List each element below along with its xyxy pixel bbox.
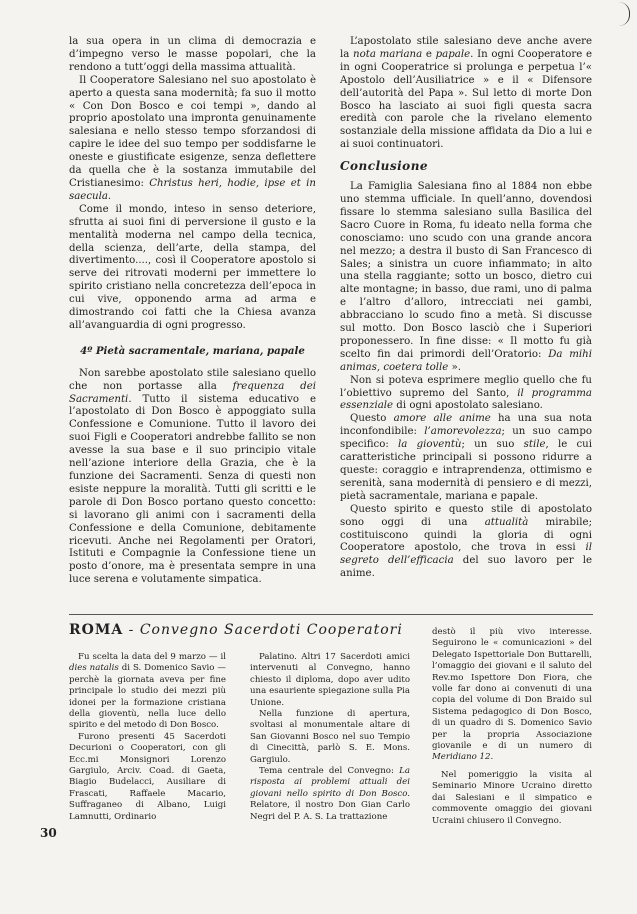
article-column-3 xyxy=(432,627,592,827)
corner-bracket-mark xyxy=(619,2,630,26)
paragraph: Tema centrale del Convegno: La risposta ai problemi attuali dei giovani nello spirito di Don Bosco. Relatore, il nostro Don Gian Carlo Negri del P. A. S. La trattazione xyxy=(250,766,410,822)
paragraph: destò il più vivo interesse. Seguirono le « comunicazioni » del Delegato Ispettoriale Don Buttarelli, l’omaggio dei giovani e il saluto del Rev.mo Ispettore Don Fiora, che volle far dono ai convenuti di una copia del volume di Don Braido sul Sistema pedagogico di Don Bosco, di un quadro di S. Domenico Savio per la propria Associazione giovanile e di un numero di Meridiano 12. xyxy=(432,627,592,763)
paragraph: Nella funzione di apertura, svoltasi al monumentale altare di San Giovanni Bosco nel suo Tempio di Cinecittà, parlò S. E. Mons. Gargiulo. xyxy=(250,709,410,765)
paragraph: Questo amore alle anime ha una sua nota inconfondibile: l’amorevolezza; un suo campo specifico: la gioventù; un suo stile, le cui caratteristiche principali si possono ridurre a queste: coraggio e intraprendenza, ottimismo e serenità, sana modernità di pensiero e di mezzi, pietà sacramentale, mariana e papale. xyxy=(340,413,593,502)
section-heading-pieta: 4º Pietà sacramentale, mariana, papale xyxy=(80,344,305,357)
paragraph: Furono presenti 45 Sacerdoti Decurioni o Cooperatori, con gli Ecc.mi Monsignori Lorenzo Gargiulo, Arciv. Coad. di Gaeta, Biagio Budelacci, Ausiliare di Frascati, Raffaele Macario, Suffraganeo di Albano, Luigi Lamnutti, Ordinario xyxy=(69,731,226,822)
paragraph: Nel pomeriggio la visita al Seminario Minore Ucraino diretto dai Salesiani e il simpatico e commovente omaggio dei giovani Ucraini chiusero il Convegno. xyxy=(432,769,592,826)
page-number: 30 xyxy=(40,826,57,840)
paragraph: Non sarebbe apostolato stile salesiano quello che non portasse alla frequenza dei Sacramenti. Tutto il sistema educativo e l’apostolato di Don Bosco è appoggiato sulla Confessione e Comunione. Tutto il lavoro dei suoi Figli e Cooperatori andrebbe fallito se non avesse la sua base e il suo principio vitale nell’azione interiore della Grazia, che è la funzione dei Sacramenti. Senza di questi non esiste neppure la moralità. Tutti gli scritti e le parole di Don Bosco portano questo concetto: si lavorano gli animi con i sacramenti della Confessione e della Comunione, debitamente ricevuti. Anche nei Regolamenti per Oratori, Istituti e Compagnie la Confessione tiene un posto d’onore, ma è presentata sempre in una luce serena e volutamente simpatica. xyxy=(69,367,316,586)
article-heading: Convegno Sacerdoti Cooperatori xyxy=(139,622,403,638)
paragraph: Il Cooperatore Salesiano nel suo apostolato è aperto a questa sana modernità; fa suo il motto « Con Don Bosco e coi tempi », dando al proprio apostolato una impronta genuinamente salesiana e nello stesso tempo sforzandosi di capire le idee del suo tempo per soddisfarne le oneste e giustificate esigenze, senza deflettere da quella che è la sostanza immutabile del Cristianesimo: Christus heri, hodie, ipse et in saecula. xyxy=(69,74,316,202)
article-column-2 xyxy=(250,652,410,823)
paragraph: Questo spirito e questo stile di apostolato sono oggi di una attualità mirabile; costituiscono quindi la gloria di ogni Cooperatore apostolo, che trova in essi il segreto dell’efficacia del suo lavoro per le anime. xyxy=(340,503,593,580)
section-heading-conclusione: Conclusione xyxy=(340,159,429,174)
article-column-1 xyxy=(69,652,226,823)
article-title: ROMA - Convegno Sacerdoti Cooperatori xyxy=(69,622,403,638)
paragraph: Come il mondo, inteso in senso deteriore, sfrutta ai suoi fini di perversione il gusto e la mentalità moderna nel campo della tecnica, della scienza, dell’arte, della stampa, del divertimento...., così il Cooperatore apostolo si serve dei ritrovati moderni per immettere lo spirito cristiano nella concretezza dell’epoca in cui vive, opponendo arma ad arma e dimostrando coi fatti che la Chiesa avanza all’avanguardia di ogni progresso. xyxy=(69,203,316,331)
paragraph: La Famiglia Salesiana fino al 1884 non ebbe uno stemma ufficiale. In quell’anno, dovendosi fissare lo stemma salesiano sulla Basilica del Sacro Cuore in Roma, fu ideato nella forma che conosciamo: uno scudo con una grande ancora nel mezzo; a destra il busto di San Francesco di Sales; a sinistra un cuore infiammato; in alto una stella raggiante; sotto un bosco, dietro cui alte montagne; in basso, due rami, uno di palma e l’altro d’alloro, intrecciati nei gambi, abbracciano lo scudo fino a metà. Si discusse sul motto. Don Bosco lasciò che i Superiori proponessero. In fine disse: « Il motto fu già scelto fin dai primordi dell’Oratorio: Da mihi animas, coetera tolle ». xyxy=(340,181,593,373)
right-column xyxy=(340,36,592,581)
paragraph: la sua opera in un clima di democrazia e d’impegno verso le masse popolari, che la rendono a tutt’oggi della massima attualità. xyxy=(69,36,316,73)
paragraph: Palatino. Altri 17 Sacerdoti amici intervenuti al Convegno, hanno chiesto il diploma, dopo aver udito una esauriente spiegazione sulla Pia Unione. xyxy=(250,652,410,708)
left-column xyxy=(69,36,316,587)
paragraph: Fu scelta la data del 9 marzo — il dies natalis di S. Domenico Savio — perchè la giornata aveva per fine principale lo studio dei mezzi più idonei per la formazione cristiana della gioventù, nella luce dello spirito e del metodo di Don Bosco. xyxy=(69,652,227,731)
paragraph: L’apostolato stile salesiano deve anche avere la nota mariana e papale. In ogni Cooperatore e in ogni Cooperatrice si prolunga e perpetua l’« Apostolo dell’Ausiliatrice » e il « Difensore dell’autorità del Papa ». Sul letto di morte Don Bosco ha lasciato ai suoi figli questa sacra eredità con parole che la rivelano elemento sostanziale della missione affidata da Dio a lui e ai suoi continuatori. xyxy=(340,36,592,151)
section-divider xyxy=(69,614,593,615)
article-place: ROMA xyxy=(69,622,124,638)
paragraph: Non si poteva esprimere meglio quello che fu l’obiettivo supremo del Santo, il programma essenziale di ogni apostolato salesiano. xyxy=(340,374,593,412)
